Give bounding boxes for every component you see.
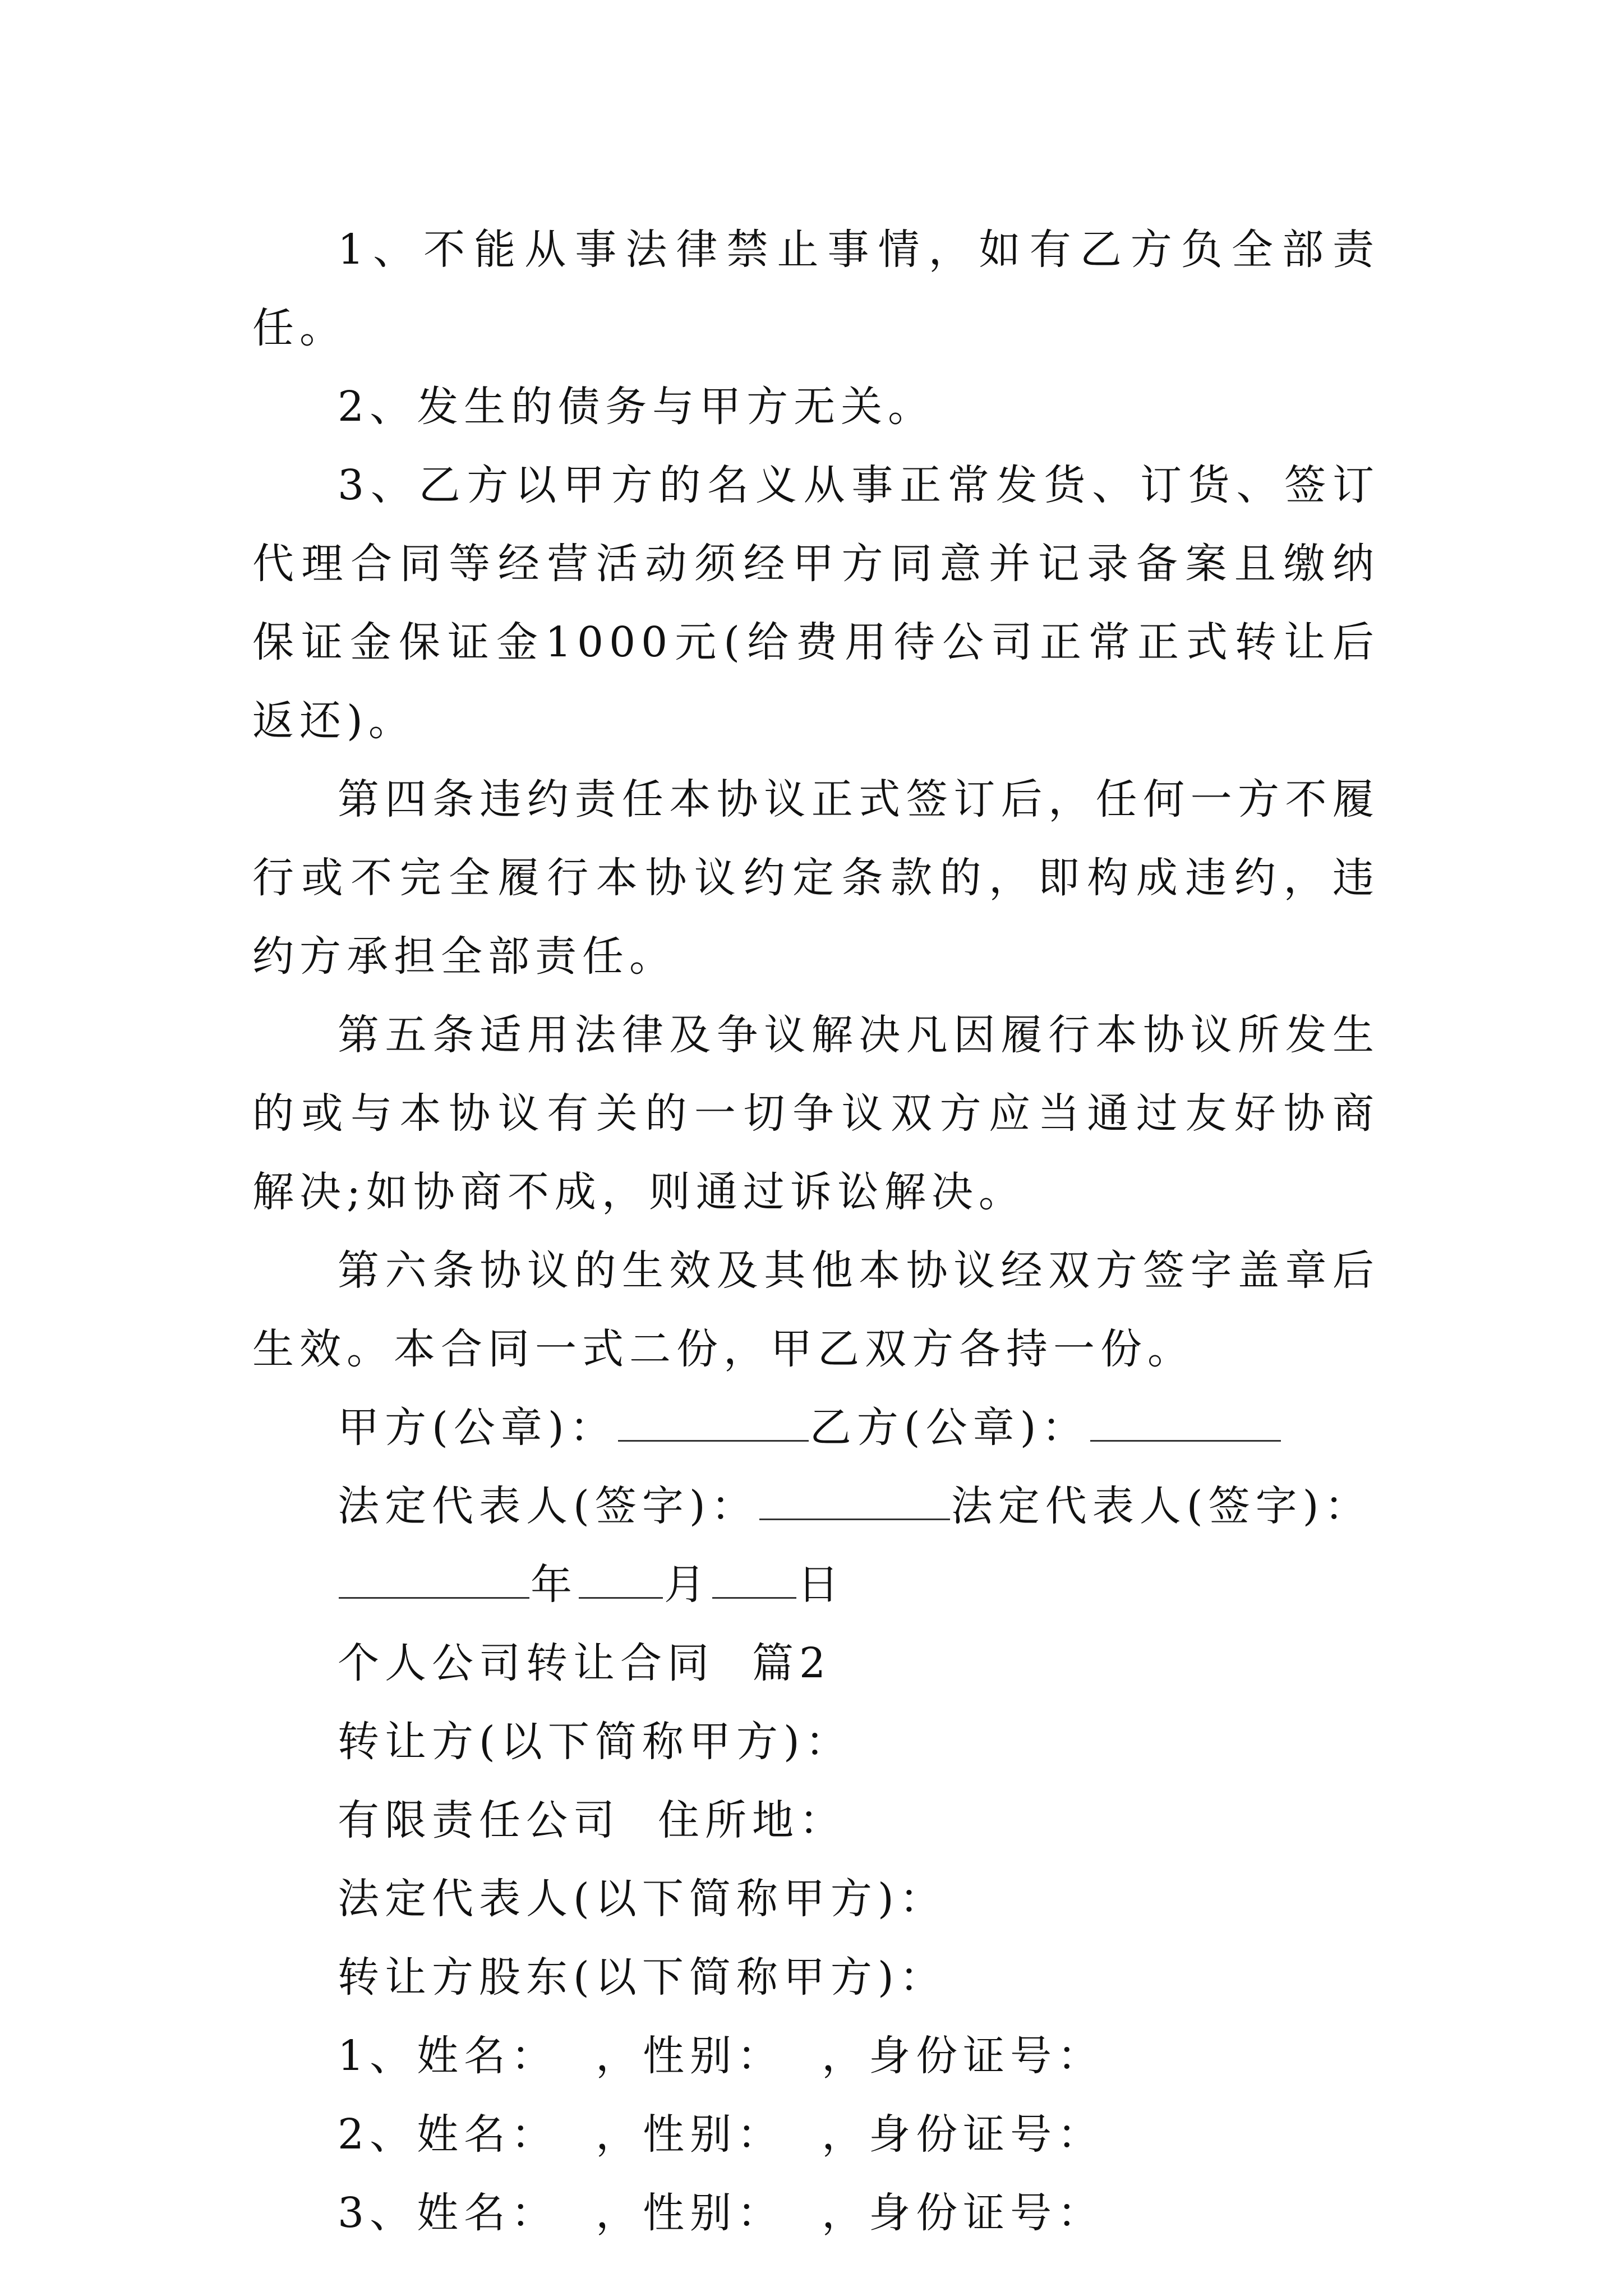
- clause-item-1: 1、不能从事法律禁止事情，如有乙方负全部责任。: [252, 226, 1380, 352]
- year-blank: [339, 1563, 529, 1599]
- rep-b-label: 法定代表人(签字)：: [951, 1482, 1372, 1530]
- party-b-seal-label: 乙方(公章)：: [809, 1404, 1089, 1452]
- shareholder-2-line: 2、姓名： ，性别： ，身份证号：: [338, 2110, 1105, 2159]
- legal-representative-line: 法定代表人(以下简称甲方)：: [338, 1875, 947, 1923]
- section-2-title: 个人公司转让合同 篇2: [338, 1639, 832, 1687]
- day-blank: [712, 1563, 796, 1599]
- clause-item-3: 3、乙方以甲方的名义从事正常发货、订货、签订代理合同等经营活动须经甲方同意并记录备案且缴纳保证金保证金1000元(给费用待公司正常正式转让后返还)。: [252, 461, 1380, 745]
- seal-line: [252, 1388, 1380, 1467]
- article-4-breach: 第四条违约责任本协议正式签订后，任何一方不履行或不完全履行本协议约定条款的，即构成违约，违约方承担全部责任。: [252, 775, 1380, 981]
- transferor-line: 转让方(以下简称甲方)：: [338, 1718, 852, 1766]
- rep-a-blank: [759, 1485, 950, 1520]
- company-address-line: 有限责任公司 住所地：: [338, 1796, 847, 1844]
- party-a-seal-blank: [618, 1406, 809, 1442]
- rep-a-label: 法定代表人(签字)：: [338, 1482, 758, 1530]
- shareholders-line: 转让方股东(以下简称甲方)：: [338, 1953, 947, 2001]
- shareholder-3-line: 3、姓名： ，性别： ，身份证号：: [338, 2189, 1105, 2237]
- day-label: 日: [797, 1561, 845, 1609]
- article-5-dispute: 第五条适用法律及争议解决凡因履行本协议所发生的或与本协议有关的一切争议双方应当通过友好协商解决;如协商不成，则通过诉讼解决。: [252, 1011, 1380, 1216]
- year-label: 年: [531, 1561, 578, 1609]
- document-body: [252, 210, 1380, 2252]
- month-blank: [579, 1563, 663, 1599]
- month-label: 月: [664, 1561, 711, 1609]
- date-line: [252, 1545, 1380, 1624]
- clause-item-2: 2、发生的债务与甲方无关。: [338, 383, 935, 431]
- article-6-effect: 第六条协议的生效及其他本协议经双方签字盖章后生效。本合同一式二份，甲乙双方各持一份。: [252, 1246, 1380, 1373]
- representative-line: [252, 1467, 1380, 1545]
- party-b-seal-blank: [1090, 1406, 1281, 1442]
- shareholder-1-line: 1、姓名： ，性别： ，身份证号：: [338, 2032, 1105, 2080]
- party-a-seal-label: 甲方(公章)：: [338, 1404, 617, 1452]
